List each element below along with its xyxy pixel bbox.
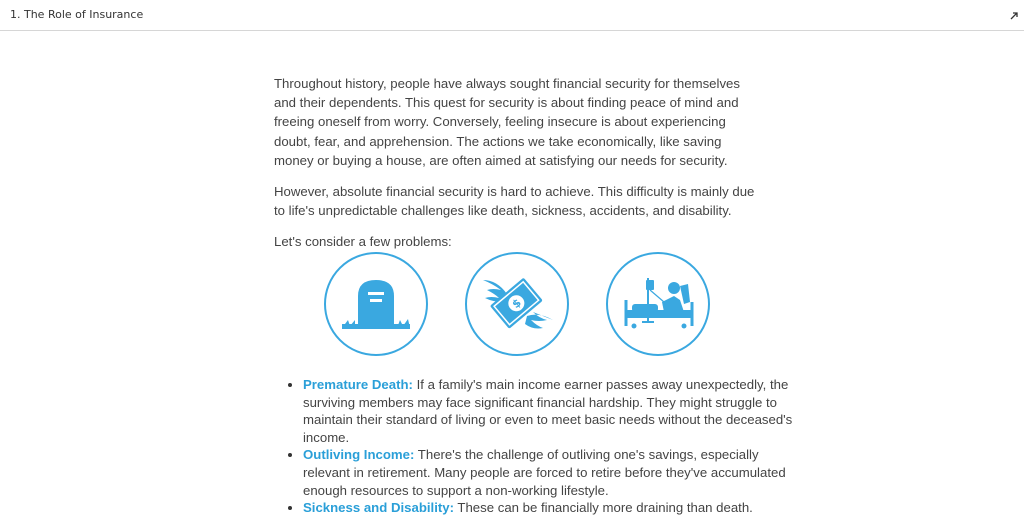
article-body xyxy=(274,74,764,264)
description-premature-death: If a family's main income earner passes away unexpectedly, the surviving members may face significant financial hardship. They might struggle to maintain their standard of living or even to meet basic needs without the deceased's income. xyxy=(303,377,793,445)
list-item-premature-death xyxy=(303,376,803,446)
paragraph-difficulty: However, absolute financial security is hard to achieve. This difficulty is mainly due to life's unpredictable challenges like death, sickness, accidents, and disability. xyxy=(274,184,755,219)
description-outliving-income: There's the challenge of outliving one's savings, especially relevant in retirement. Many people are forced to retire before they've accumulated enough resources to support a non-working lifestyle. xyxy=(303,447,786,498)
hospital-bed-icon xyxy=(604,250,712,358)
top-bar xyxy=(0,0,1024,31)
expand-arrow-icon[interactable] xyxy=(1008,10,1020,22)
term-sickness-disability: Sickness and Disability: xyxy=(303,500,454,516)
flying-money-icon xyxy=(463,250,571,358)
paragraph-intro: Throughout history, people have always sought financial security for themselves and their dependents. This quest for security is about finding peace of mind and freeing oneself from worry. Conversely, feeling insecure is about experiencing doubt, fear, and apprehension. The actions we take economically, like saving money or buying a house, are often aimed at satisfying our needs for security. xyxy=(274,76,740,168)
illustration-row xyxy=(320,250,720,360)
list-item-outliving-income xyxy=(303,446,803,499)
term-premature-death: Premature Death: xyxy=(303,377,413,392)
gravestone-icon xyxy=(322,250,430,358)
svg-text:$: $ xyxy=(509,296,524,312)
paragraph-problems-intro: Let's consider a few problems: xyxy=(274,234,452,250)
page-title: 1. The Role of Insurance xyxy=(10,8,144,21)
problems-list xyxy=(274,376,803,517)
term-outliving-income: Outliving Income: xyxy=(303,447,415,463)
list-item-sickness-disability xyxy=(303,499,803,517)
description-sickness-disability: These can be financially more draining than death. xyxy=(453,500,753,516)
